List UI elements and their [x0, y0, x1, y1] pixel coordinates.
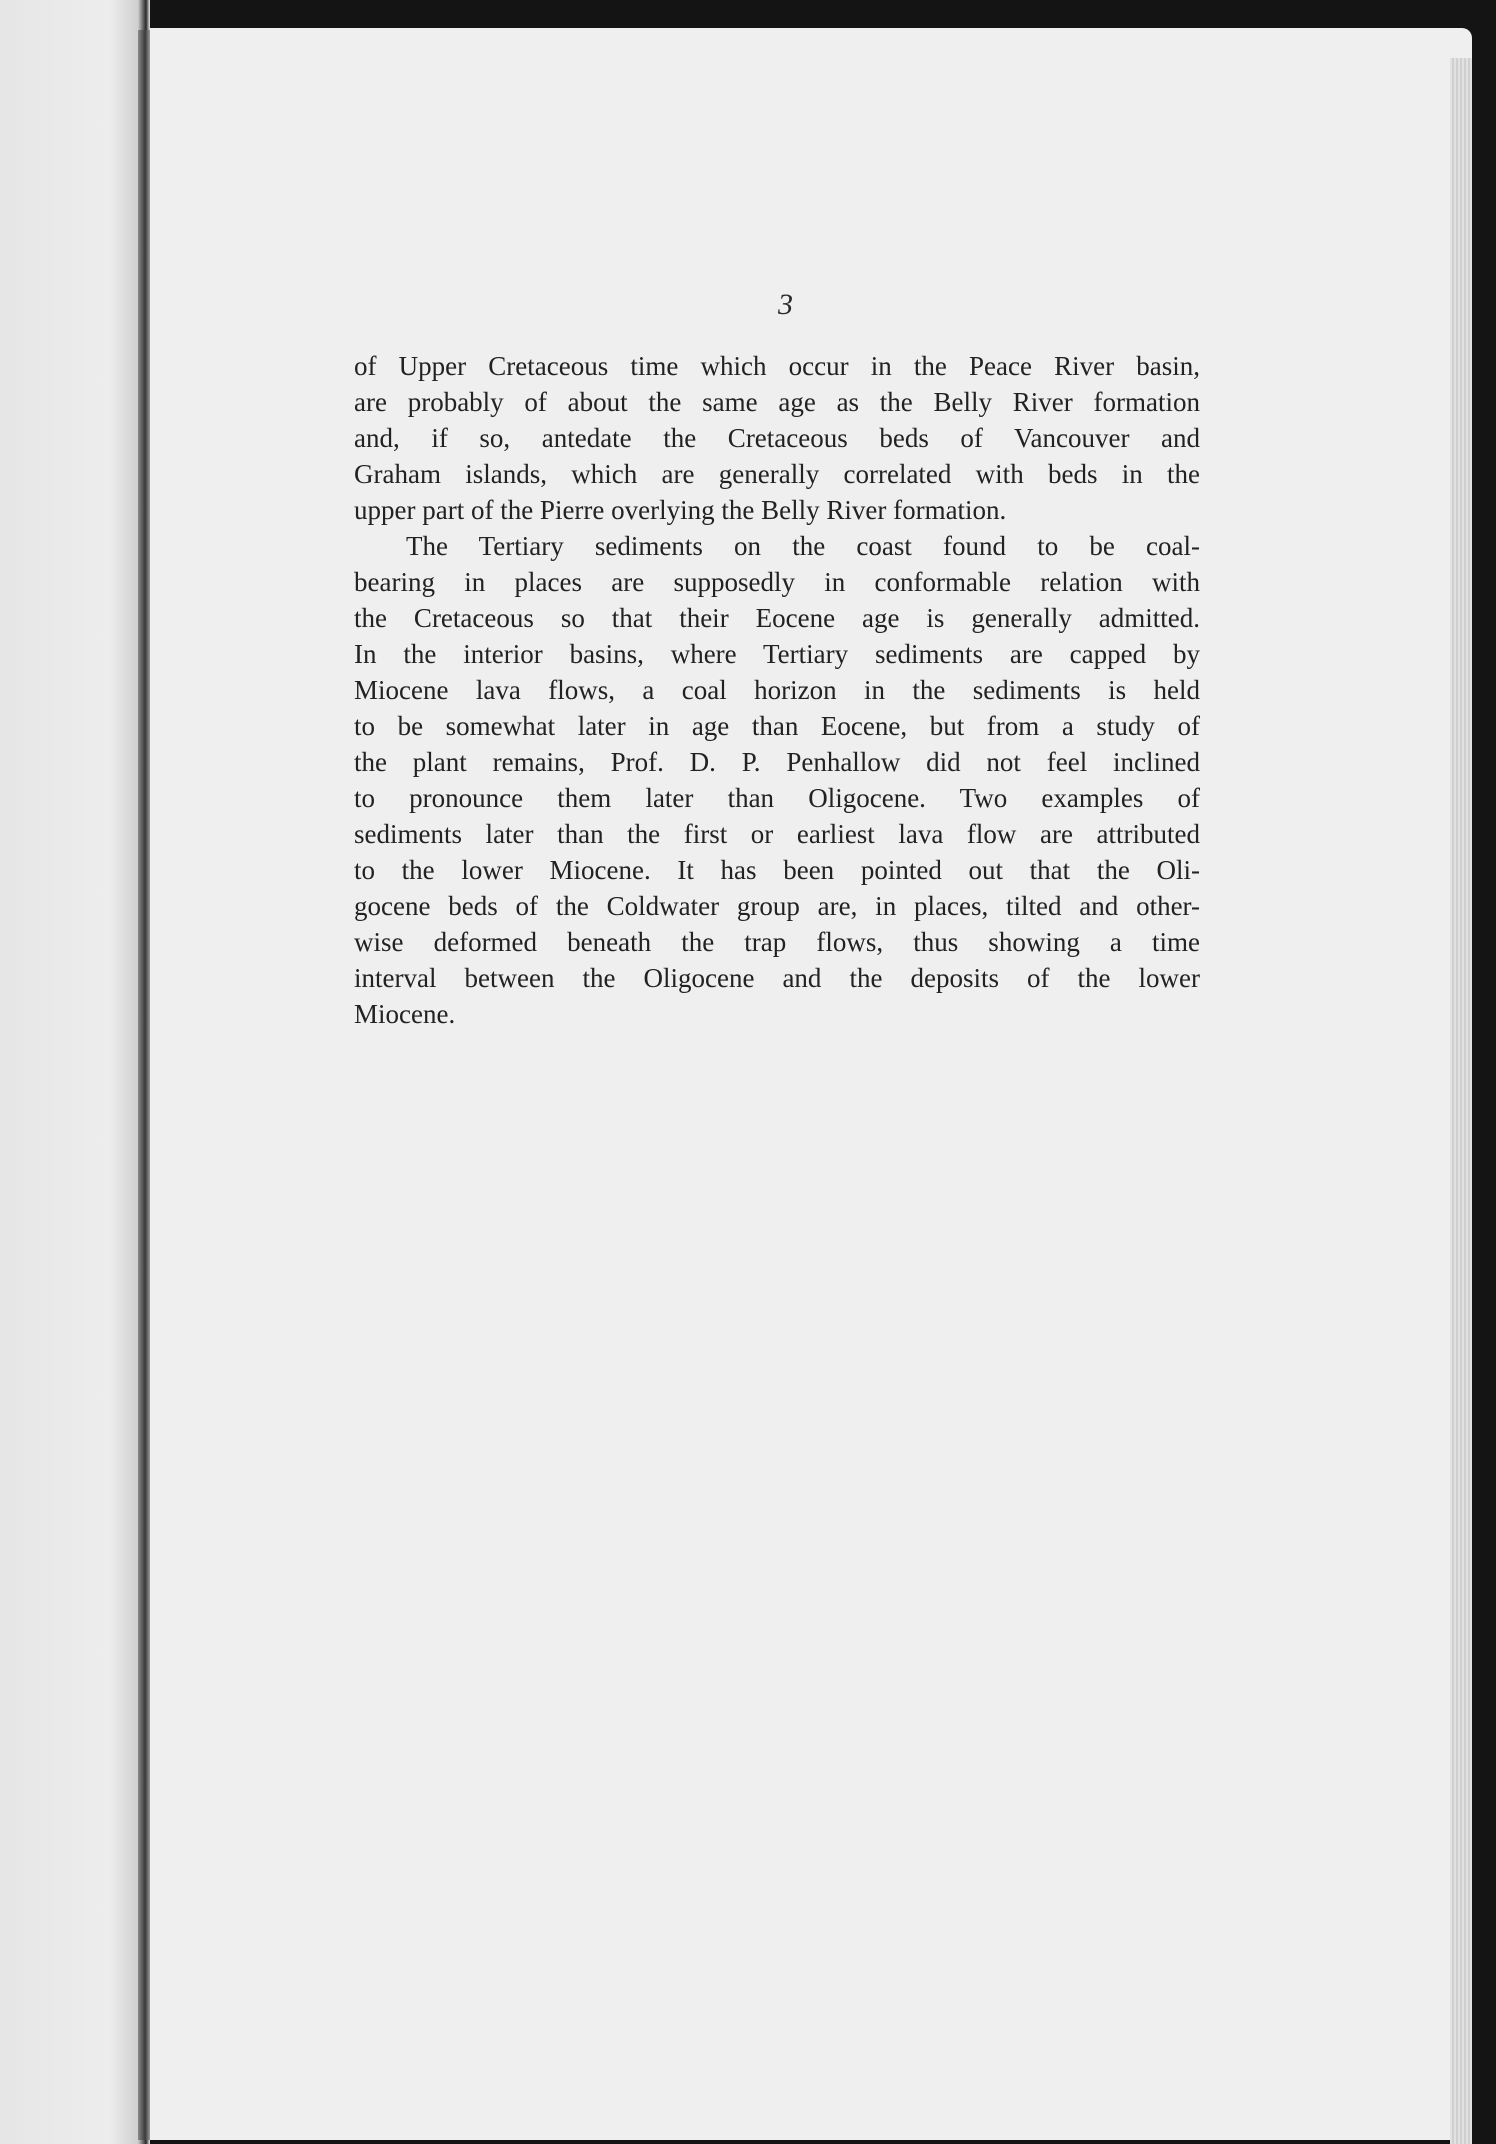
- text-line: bearing in places are supposedly in conformable relation with: [354, 567, 1200, 597]
- text-line: the Cretaceous so that their Eocene age is generally admitted.: [354, 603, 1200, 633]
- text-line: Miocene lava flows, a coal horizon in the sediments is held: [354, 675, 1200, 705]
- text-line: to be somewhat later in age than Eocene, but from a study of: [354, 711, 1200, 741]
- text-line: are probably of about the same age as the Belly River formation: [354, 387, 1200, 417]
- text-line: of Upper Cretaceous time which occur in the Peace River basin,: [354, 351, 1200, 381]
- text-line: Miocene.: [354, 999, 456, 1029]
- text-line: sediments later than the first or earliest lava flow are attributed: [354, 819, 1200, 849]
- facing-page-edge: [0, 0, 150, 2144]
- binding-gutter: [138, 30, 150, 2140]
- book-page: [150, 28, 1472, 2140]
- text-line: The Tertiary sediments on the coast found to be coal-: [406, 531, 1200, 561]
- text-line: upper part of the Pierre overlying the Belly River formation.: [354, 495, 1007, 525]
- text-line: wise deformed beneath the trap flows, thus showing a time: [354, 927, 1200, 957]
- text-line: and, if so, antedate the Cretaceous beds of Vancouver and: [354, 423, 1200, 453]
- page-number: 3: [778, 288, 793, 321]
- text-line: In the interior basins, where Tertiary sediments are capped by: [354, 639, 1200, 669]
- text-line: interval between the Oligocene and the deposits of the lower: [354, 963, 1200, 993]
- text-line: to pronounce them later than Oligocene. Two examples of: [354, 783, 1200, 813]
- paragraph-2: [354, 528, 1200, 1032]
- text-line: to the lower Miocene. It has been pointed out that the Oli-: [354, 855, 1200, 885]
- page-fore-edge: [1450, 58, 1472, 2144]
- text-line: Graham islands, which are generally correlated with beds in the: [354, 459, 1200, 489]
- paragraph-1: [354, 348, 1200, 528]
- text-line: the plant remains, Prof. D. P. Penhallow did not feel inclined: [354, 747, 1200, 777]
- text-line: gocene beds of the Coldwater group are, in places, tilted and other-: [354, 891, 1200, 921]
- body-text: [354, 348, 1200, 1032]
